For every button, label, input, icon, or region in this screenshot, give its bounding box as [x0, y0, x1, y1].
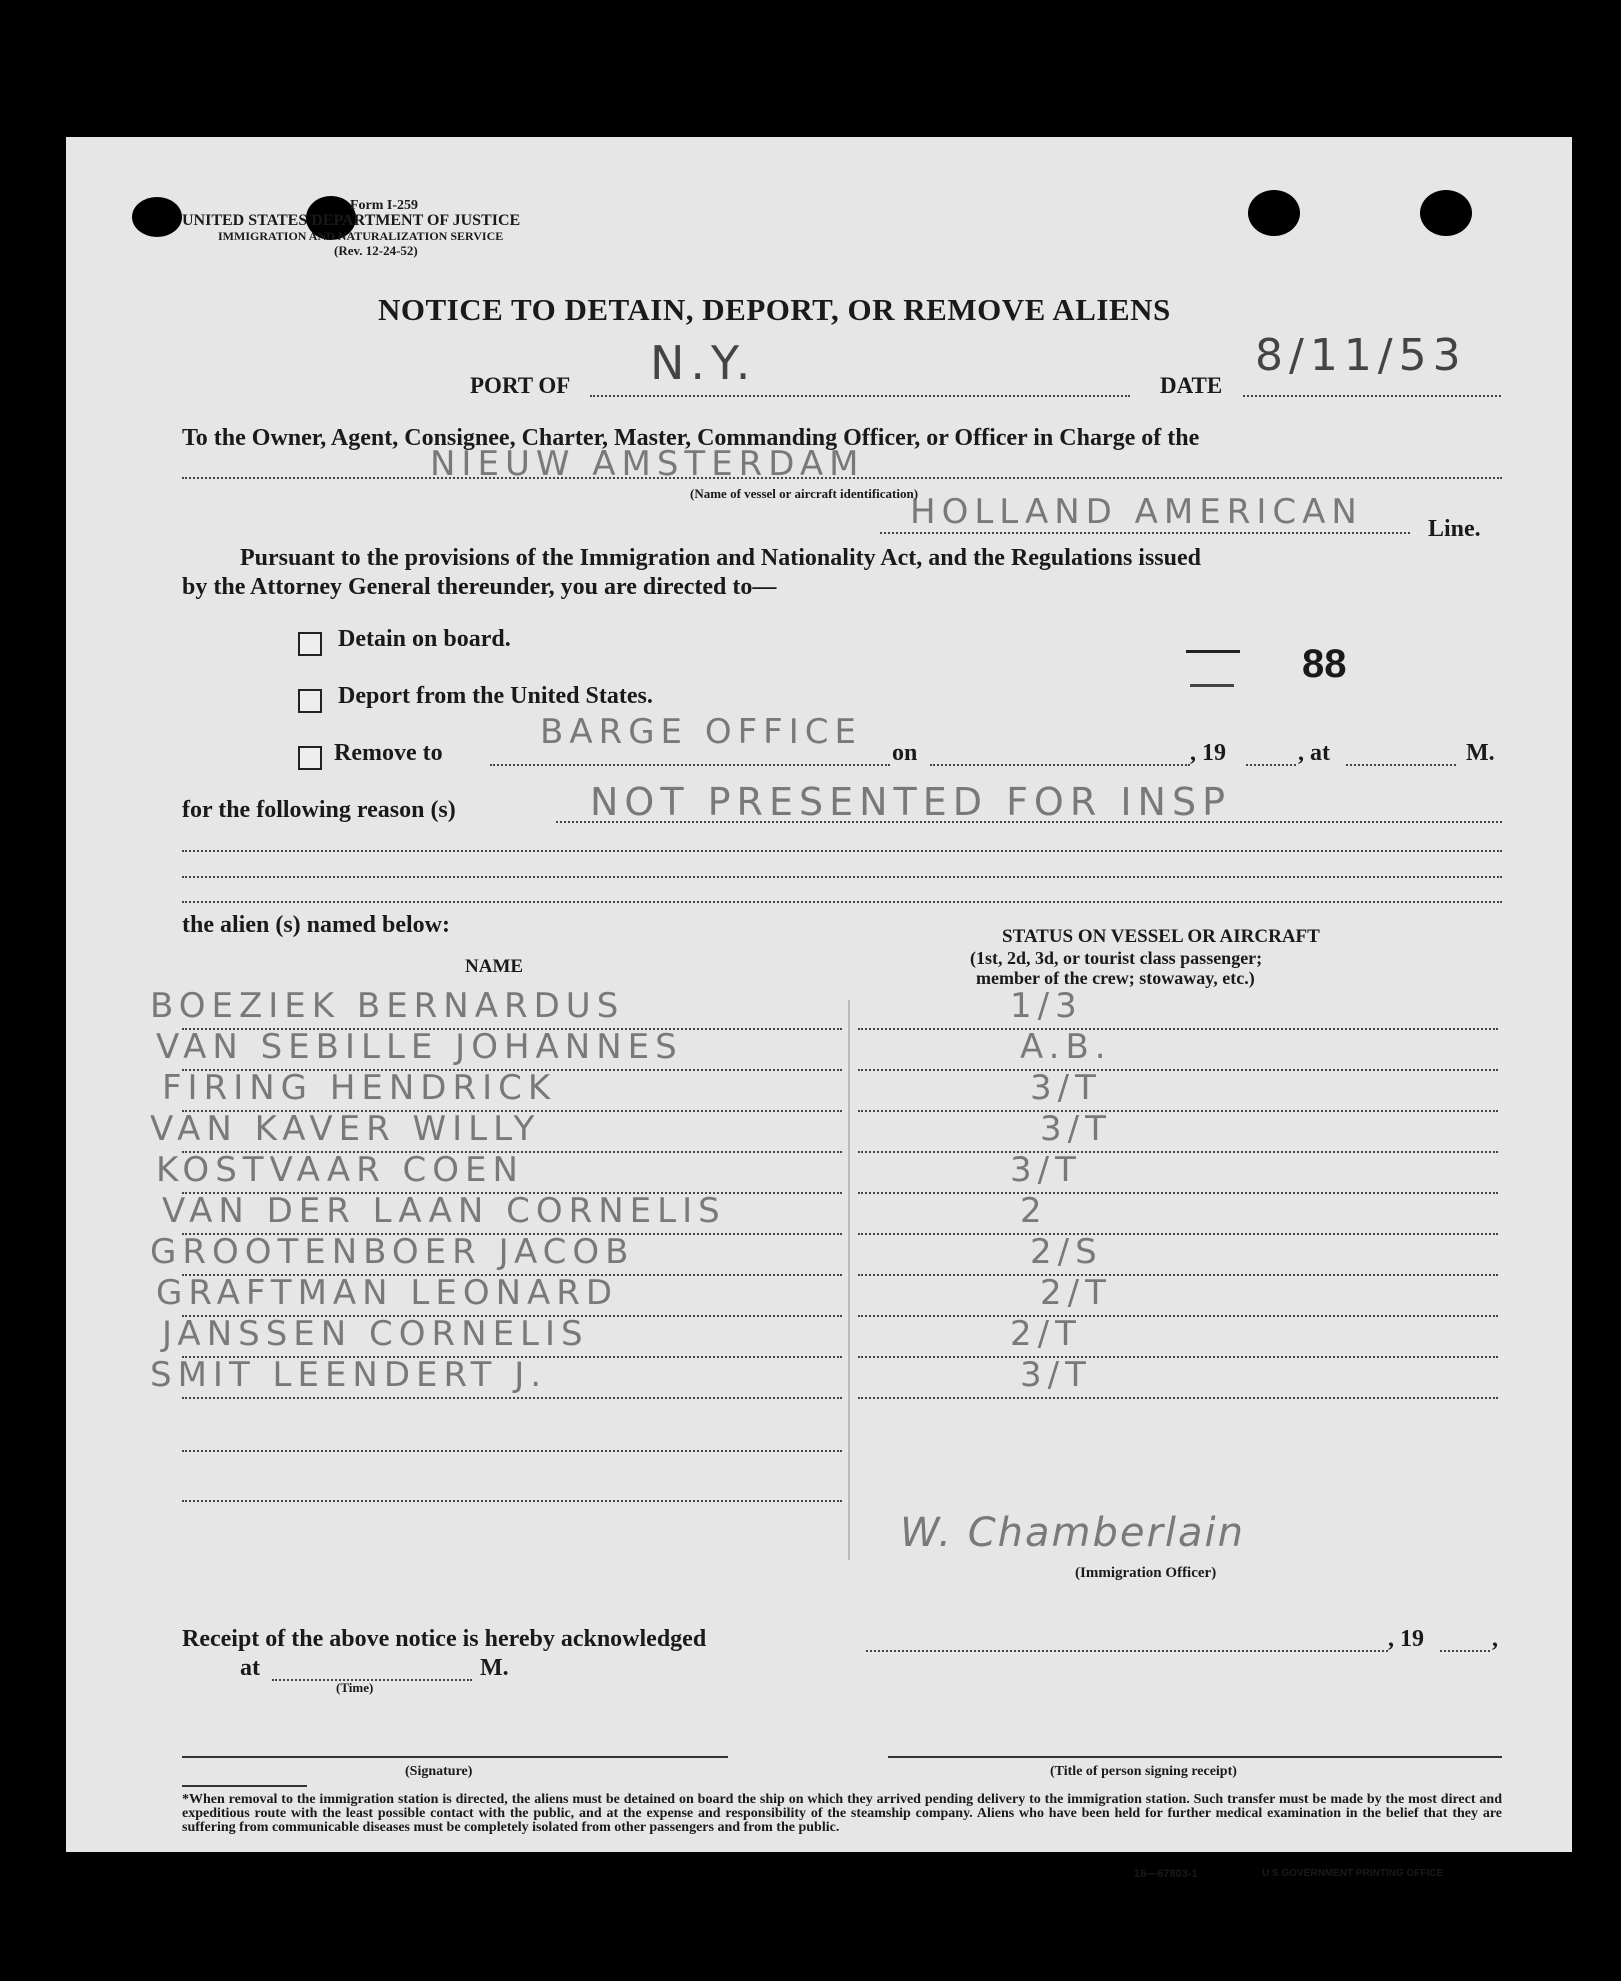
- alien-name: GRAFTMAN LEONARD: [156, 1273, 619, 1313]
- agency-line-1: UNITED STATES DEPARTMENT OF JUSTICE: [182, 212, 521, 229]
- status-row-line: [858, 1151, 1498, 1153]
- alien-name: GROOTENBOER JACOB: [150, 1232, 635, 1272]
- vessel-name: NIEUW AMSTERDAM: [430, 444, 865, 484]
- date-line: [1243, 395, 1501, 397]
- stamp-number: 88: [1302, 642, 1347, 686]
- receipt-text: Receipt of the above notice is hereby acknowledged: [182, 1626, 707, 1652]
- remove-date-line: [930, 764, 1190, 766]
- remove-time-line: [1346, 764, 1456, 766]
- form-title: NOTICE TO DETAIN, DEPORT, OR REMOVE ALIENS: [378, 292, 1171, 327]
- name-row-line: [182, 1397, 842, 1399]
- alien-status: 3/T: [1020, 1355, 1092, 1395]
- remove-on-label: on: [892, 740, 918, 766]
- port-line: [590, 395, 1130, 397]
- receipt-year-line: [1440, 1650, 1490, 1652]
- alien-status: 1/3: [1010, 986, 1083, 1026]
- reason-line-2: [182, 850, 1502, 852]
- status-row-line: [858, 1192, 1498, 1194]
- alien-status: 2: [1020, 1191, 1048, 1231]
- form-number: Form I-259: [350, 198, 419, 213]
- line-suffix: Line.: [1428, 516, 1481, 542]
- status-row-line: [858, 1028, 1498, 1030]
- status-row-line: [858, 1397, 1498, 1399]
- alien-name: VAN DER LAAN CORNELIS: [162, 1191, 726, 1231]
- receipt-year-label: , 19: [1388, 1626, 1424, 1652]
- footnote: *When removal to the immigration station is directed, the aliens must be detained on board the ship on which they arrived pending delivery to the immigration station. Such transfer must be made by the most direct and expeditious route with the least possible contact with the public, and at the expense and responsibility of the steamship company. Aliens who have been held for further medical examination in the belief that they are suffering from communicable diseases must be completely isolated from other passengers and from the public.: [182, 1792, 1502, 1835]
- remove-at-label: , at: [1298, 740, 1330, 766]
- vessel-caption: (Name of vessel or aircraft identification): [690, 486, 919, 501]
- remove-year-line: [1246, 764, 1296, 766]
- receipt-comma: ,: [1492, 1626, 1498, 1652]
- receipt-date-line: [866, 1650, 1388, 1652]
- remove-label: Remove to: [334, 740, 443, 766]
- punch-hole-right-2: [1420, 190, 1472, 236]
- receipt-m-label: M.: [480, 1655, 509, 1681]
- port-label: PORT OF: [470, 373, 571, 398]
- officer-caption: (Immigration Officer): [1075, 1565, 1217, 1581]
- status-subheader-2: member of the crew; stowaway, etc.): [976, 968, 1255, 988]
- title-line: [888, 1756, 1502, 1758]
- alien-name: JANSSEN CORNELIS: [162, 1314, 589, 1354]
- reason-line-3: [182, 876, 1502, 878]
- line-company-line: [880, 532, 1410, 534]
- blank-row-line: [182, 1500, 842, 1502]
- remove-destination-line: [490, 764, 890, 766]
- alien-name: VAN KAVER WILLY: [150, 1109, 541, 1149]
- alien-name: SMIT LEENDERT J.: [150, 1355, 548, 1395]
- printer-imprint: U S GOVERNMENT PRINTING OFFICE: [1262, 1868, 1444, 1879]
- name-column-header: NAME: [465, 956, 524, 977]
- pursuant-line-1: Pursuant to the provisions of the Immigration and Nationality Act, and the Regulations issued: [240, 545, 1201, 571]
- signature-caption: (Signature): [405, 1764, 473, 1779]
- column-divider: [848, 1000, 850, 1560]
- footnote-rule: [182, 1785, 307, 1787]
- status-row-line: [858, 1110, 1498, 1112]
- status-column-header: STATUS ON VESSEL OR AIRCRAFT: [1002, 926, 1320, 947]
- agency-line-2: IMMIGRATION AND NATURALIZATION SERVICE: [218, 229, 504, 243]
- alien-status: 2/S: [1030, 1232, 1103, 1272]
- revision-date: (Rev. 12-24-52): [334, 243, 418, 258]
- status-subheader-1: (1st, 2d, 3d, or tourist class passenger;: [970, 948, 1263, 968]
- addressee-text: To the Owner, Agent, Consignee, Charter, Master, Commanding Officer, or Officer in Charge of the: [182, 425, 1200, 451]
- alien-name: FIRING HENDRICK: [162, 1068, 557, 1108]
- date-value: 8/11/53: [1255, 330, 1467, 381]
- port-value: N.Y.: [650, 336, 757, 390]
- alien-name: VAN SEBILLE JOHANNES: [156, 1027, 683, 1067]
- deport-label: Deport from the United States.: [338, 683, 653, 709]
- signature-line: [182, 1756, 728, 1758]
- line-company-name: HOLLAND AMERICAN: [910, 492, 1363, 532]
- dash-mark-1: [1186, 650, 1240, 653]
- remove-m-label: M.: [1466, 740, 1495, 766]
- alien-status: 3/T: [1030, 1068, 1102, 1108]
- alien-status: 2/T: [1040, 1273, 1112, 1313]
- alien-name: BOEZIEK BERNARDUS: [150, 986, 625, 1026]
- deport-checkbox[interactable]: [298, 689, 322, 713]
- status-row-line: [858, 1274, 1498, 1276]
- remove-destination: BARGE OFFICE: [540, 712, 862, 752]
- detain-label: Detain on board.: [338, 626, 511, 652]
- remove-year-label: , 19: [1190, 740, 1226, 766]
- detain-checkbox[interactable]: [298, 632, 322, 656]
- remove-checkbox[interactable]: [298, 746, 322, 770]
- status-row-line: [858, 1356, 1498, 1358]
- dash-mark-2: [1190, 684, 1234, 687]
- alien-status: 3/T: [1010, 1150, 1082, 1190]
- title-caption: (Title of person signing receipt): [1050, 1764, 1237, 1779]
- receipt-at-label: at: [240, 1655, 260, 1681]
- alien-status: A.B.: [1020, 1027, 1112, 1067]
- status-row-line: [858, 1069, 1498, 1071]
- time-caption: (Time): [336, 1680, 374, 1695]
- alien-name: KOSTVAAR COEN: [156, 1150, 524, 1190]
- reason-value: NOT PRESENTED FOR INSP: [590, 780, 1231, 824]
- print-code: 16—67803-1: [1134, 1868, 1198, 1880]
- alien-status: 3/T: [1040, 1109, 1112, 1149]
- reason-line-4: [182, 901, 1502, 903]
- pursuant-line-2: by the Attorney General thereunder, you are directed to—: [182, 574, 777, 600]
- status-row-line: [858, 1233, 1498, 1235]
- status-row-line: [858, 1315, 1498, 1317]
- aliens-label: the alien (s) named below:: [182, 912, 450, 938]
- punch-hole-right-1: [1248, 190, 1300, 236]
- date-label: DATE: [1160, 373, 1223, 398]
- officer-signature: W. Chamberlain: [900, 1510, 1246, 1556]
- reason-label: for the following reason (s): [182, 797, 456, 823]
- blank-row-line: [182, 1450, 842, 1452]
- alien-status: 2/T: [1010, 1314, 1082, 1354]
- punch-hole-left: [132, 197, 182, 237]
